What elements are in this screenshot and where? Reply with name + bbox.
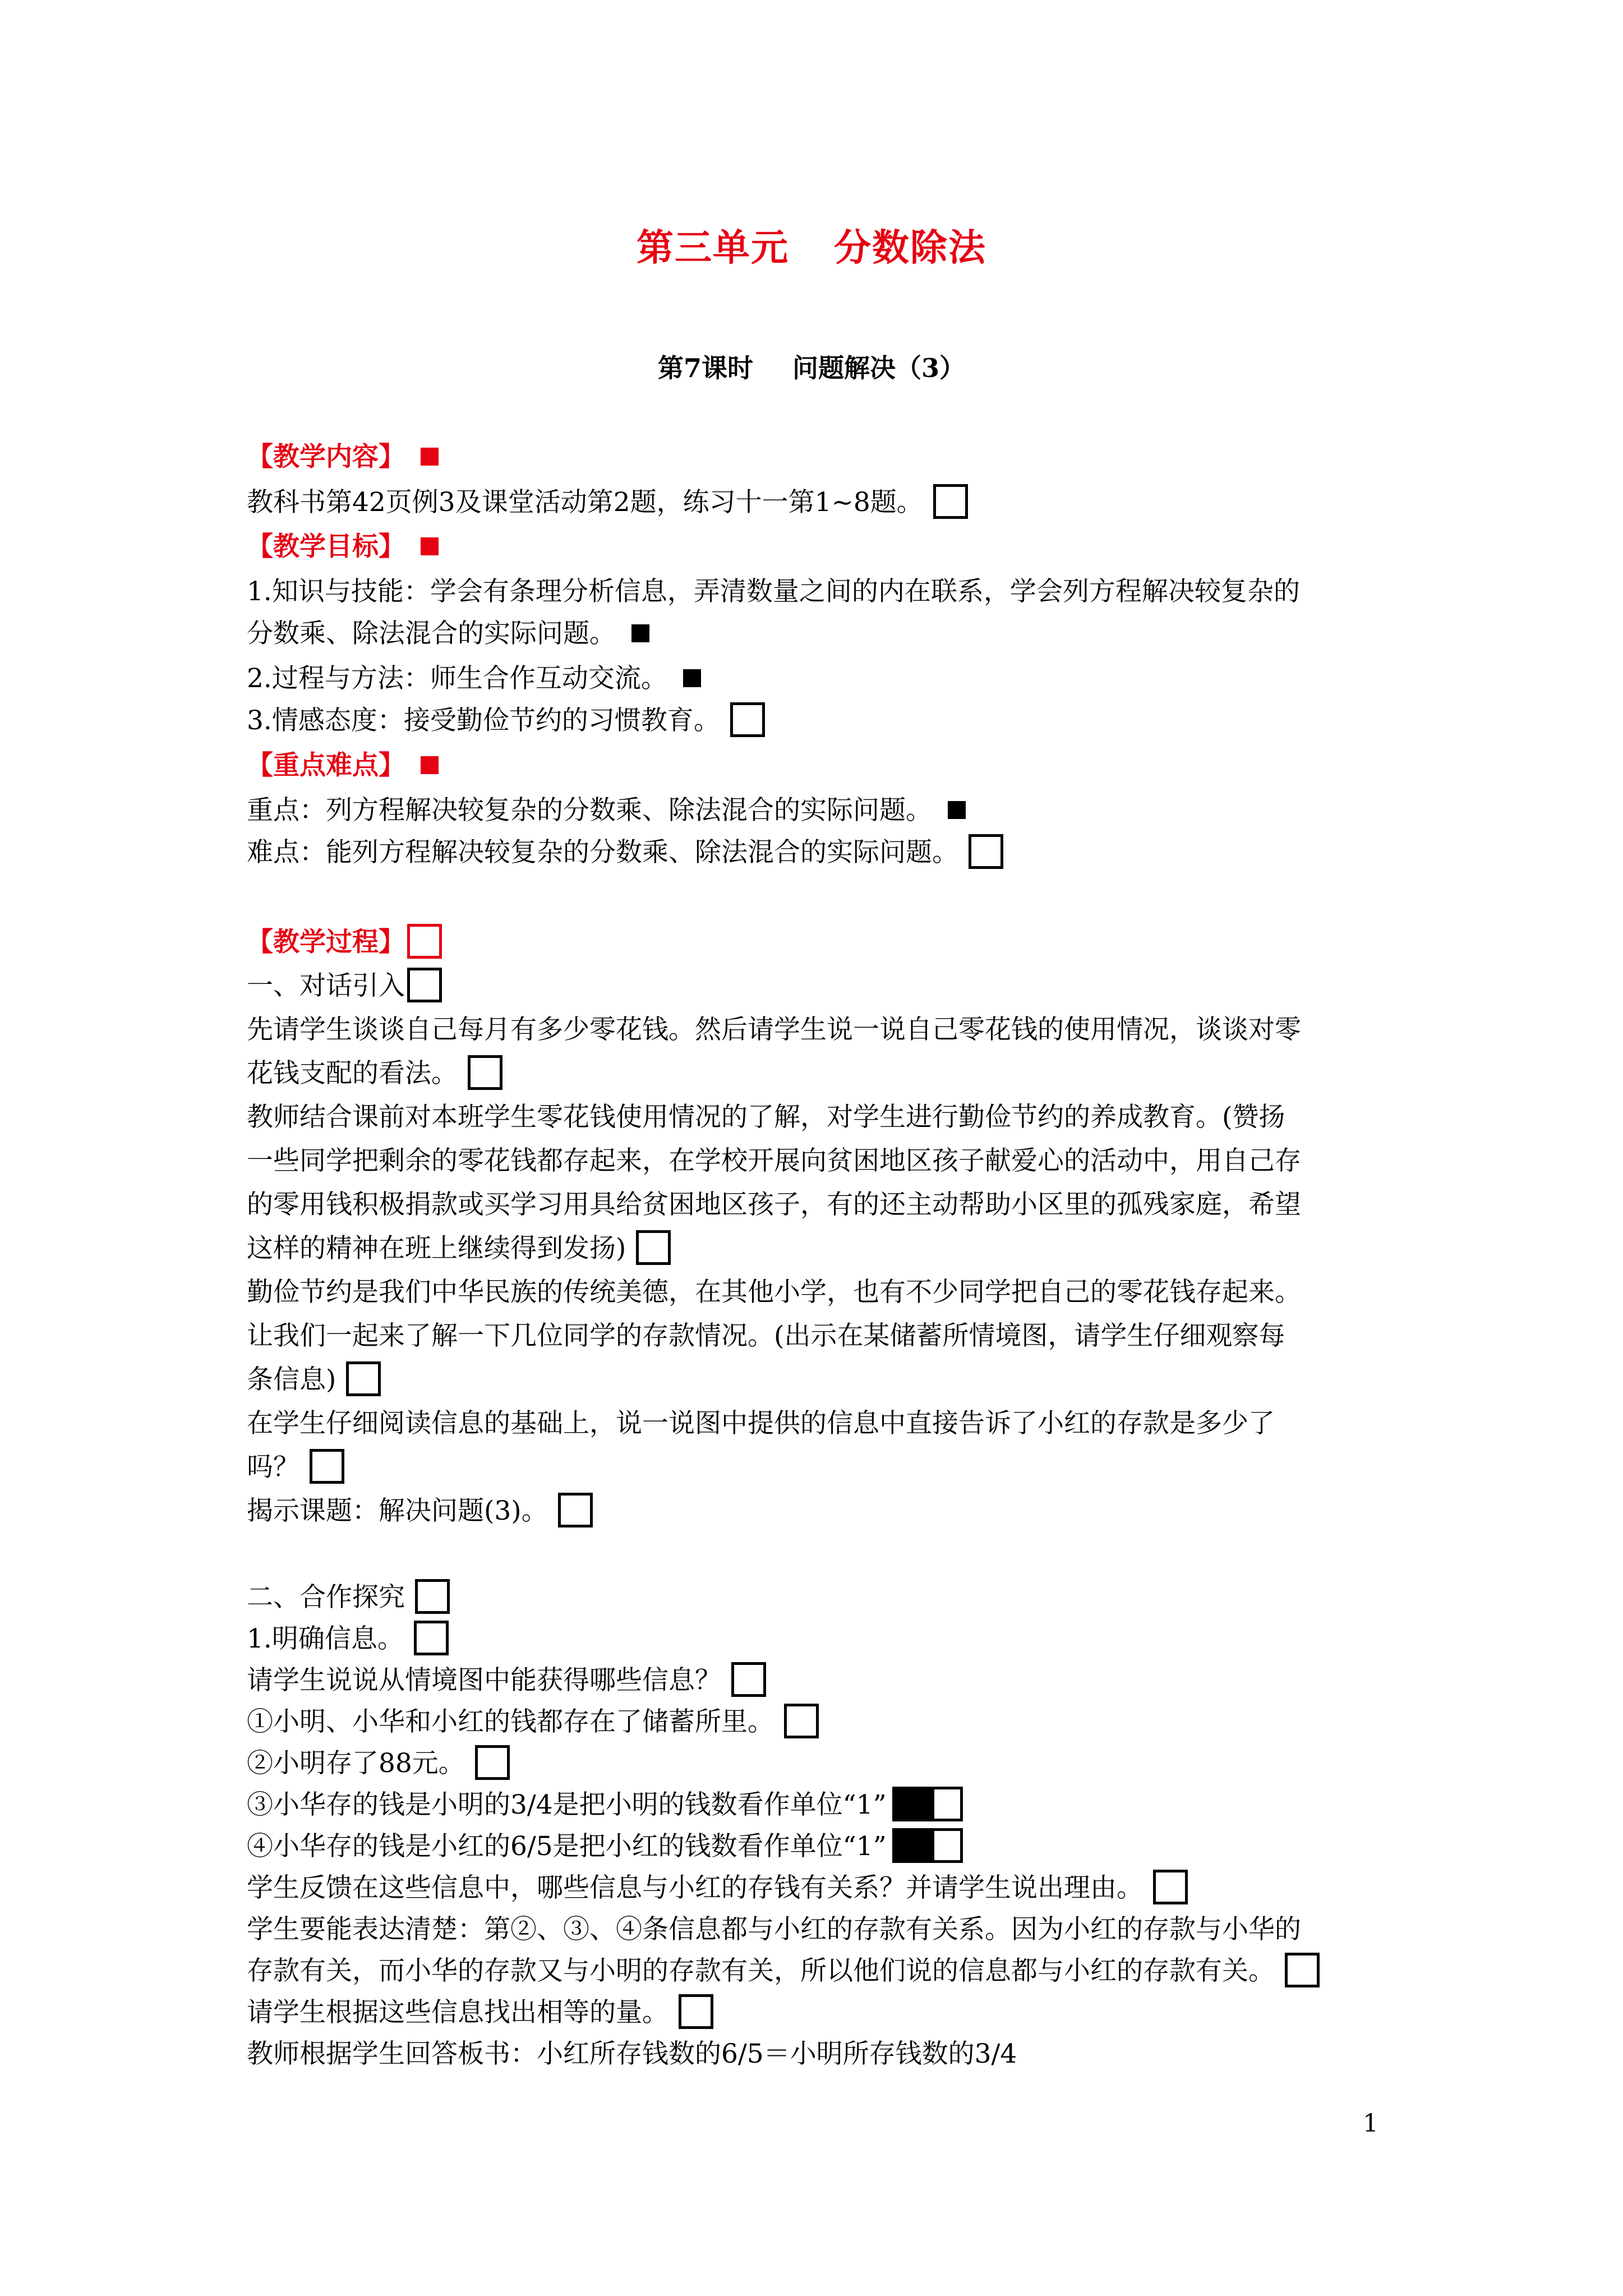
info3-text: ③小华存的钱是小明的3/4是把小明的钱数看作单位“1” <box>247 1789 887 1820</box>
q3-line <box>247 1996 713 2030</box>
lesson-label: 第7课时 <box>657 353 753 383</box>
p3-text-a: 勤俭节约是我们中华民族的传统美德，在其他小学，也有不少同学把自己的零花钱存起来。 <box>247 1277 1301 1308</box>
q1-text: 请学生说说从情境图中能获得哪些信息？ <box>247 1665 721 1696</box>
checkbox[interactable] <box>784 1704 819 1738</box>
p5-line <box>247 1494 593 1528</box>
part1-title: 一、对话引入 <box>247 970 405 1001</box>
p4-text-a: 在学生仔细阅读信息的基础上，说一说图中提供的信息中直接告诉了小红的存款是多少了 <box>247 1408 1275 1439</box>
answer-text-a: 学生要能表达清楚：第②、③、④条信息都与小红的存款有关系。因为小红的存款与小华的 <box>247 1914 1301 1945</box>
p4-line-a <box>247 1407 1275 1441</box>
red-checkbox[interactable] <box>407 924 442 959</box>
difficulty-text: 难点：能列方程解决较复杂的分数乘、除法混合的实际问题。 <box>247 837 958 868</box>
p1-text-b: 花钱支配的看法。 <box>247 1058 458 1089</box>
content-text-line <box>247 486 968 519</box>
checkbox[interactable] <box>475 1745 510 1780</box>
black-square-marker <box>683 669 701 687</box>
key-heading-line <box>247 749 439 783</box>
info1-line <box>247 1705 819 1739</box>
lesson-title <box>0 348 1623 385</box>
q2-text: 学生反馈在这些信息中，哪些信息与小红的存钱有关系？并请学生说出理由。 <box>247 1872 1143 1903</box>
goals-heading-line <box>247 530 439 564</box>
checkbox[interactable] <box>1153 1870 1188 1904</box>
content-heading-line <box>247 440 439 474</box>
p2-line-a <box>247 1101 1285 1134</box>
p2-text-a: 教师结合课前对本班学生零花钱使用情况的了解，对学生进行勤俭节约的养成教育。(赞扬 <box>247 1102 1285 1133</box>
checkbox[interactable] <box>730 702 765 737</box>
board-text: 教师根据学生回答板书：小红所存钱数的6/5＝小明所存钱数的3/4 <box>247 2039 1017 2069</box>
part2-title-line <box>247 1581 450 1614</box>
goal-3-text: 3.情感态度：接受勤俭节约的习惯教育。 <box>247 705 720 736</box>
content-text: 教科书第42页例3及课堂活动第2题，练习十一第1~8题。 <box>247 487 923 518</box>
checkbox[interactable] <box>731 1662 766 1697</box>
half-filled-box[interactable] <box>892 1828 963 1863</box>
goal-3-line <box>247 704 765 738</box>
key-point-line <box>247 794 966 827</box>
box-fill <box>895 1831 934 1860</box>
p3-line-a <box>247 1276 1301 1309</box>
process-heading-line <box>247 926 442 959</box>
info4-text: ④小华存的钱是小红的6/5是把小红的钱数看作单位“1” <box>247 1831 887 1862</box>
process-heading: 【教学过程】 <box>247 927 405 958</box>
key-heading: 【重点难点】 <box>247 750 405 781</box>
info2-line <box>247 1747 510 1780</box>
unit-label: 第三单元 <box>637 226 789 269</box>
p3-line-c <box>247 1363 381 1397</box>
red-square-marker <box>421 756 439 774</box>
checkbox[interactable] <box>407 968 442 1002</box>
red-square-marker <box>421 537 439 555</box>
half-filled-box[interactable] <box>892 1787 963 1821</box>
p2-text-d: 这样的精神在班上继续得到发扬) <box>247 1233 626 1264</box>
info1-text: ①小明、小华和小红的钱都存在了储蓄所里。 <box>247 1706 774 1737</box>
red-square-marker <box>421 448 439 466</box>
p2-text-c: 的零用钱积极捐款或买学习用具给贫困地区孩子，有的还主动帮助小区里的孤残家庭，希望 <box>247 1189 1301 1220</box>
checkbox[interactable] <box>468 1055 502 1090</box>
black-square-marker <box>948 801 966 819</box>
checkbox[interactable] <box>1285 1953 1320 1987</box>
checkbox[interactable] <box>310 1449 344 1484</box>
goal-1-line-b <box>247 617 649 651</box>
p5-text: 揭示课题：解决问题(3)。 <box>247 1496 548 1526</box>
key-point-text: 重点：列方程解决较复杂的分数乘、除法混合的实际问题。 <box>247 795 932 826</box>
checkbox[interactable] <box>346 1361 381 1396</box>
goal-1-text-b: 分数乘、除法混合的实际问题。 <box>247 618 616 649</box>
checkbox[interactable] <box>679 1994 713 2029</box>
p2-text-b: 一些同学把剩余的零花钱都存起来，在学校开展向贫困地区孩子献爱心的活动中，用自己存 <box>247 1145 1301 1176</box>
p1-text-a: 先请学生谈谈自己每月有多少零花钱。然后请学生说一说自己零花钱的使用情况，谈谈对零 <box>247 1014 1301 1045</box>
q3-text: 请学生根据这些信息找出相等的量。 <box>247 1997 668 2028</box>
p4-text-b: 吗？ <box>247 1452 299 1483</box>
p2-line-b <box>247 1144 1301 1178</box>
part1-title-line <box>247 969 442 1003</box>
q1-line <box>247 1664 766 1697</box>
step1-text: 1.明确信息。 <box>247 1623 404 1654</box>
q2-line <box>247 1871 1188 1905</box>
checkbox[interactable] <box>969 834 1003 869</box>
lesson-topic: 问题解决（3） <box>792 353 966 383</box>
info2-text: ②小明存了88元。 <box>247 1748 465 1779</box>
step1-line <box>247 1622 449 1656</box>
checkbox[interactable] <box>636 1230 671 1265</box>
content-heading: 【教学内容】 <box>247 441 405 472</box>
p3-text-b: 让我们一起来了解一下几位同学的存款情况。(出示在某储蓄所情境图，请学生仔细观察每 <box>247 1320 1285 1351</box>
board-line <box>247 2037 1017 2071</box>
p3-text-c: 条信息) <box>247 1364 336 1395</box>
goal-2-line <box>247 662 701 696</box>
box-fill <box>895 1789 934 1819</box>
p3-line-b <box>247 1319 1285 1353</box>
page-number: 1 <box>1363 2109 1378 2138</box>
p1-line-b <box>247 1057 502 1091</box>
answer-line-b <box>247 1954 1320 1988</box>
unit-title <box>0 218 1623 271</box>
checkbox[interactable] <box>415 1579 450 1614</box>
p4-line-b <box>247 1451 344 1484</box>
checkbox[interactable] <box>933 484 968 519</box>
difficulty-line <box>247 836 1003 869</box>
p2-line-d <box>247 1232 671 1266</box>
goal-1-line-a <box>247 575 1300 609</box>
goal-1-text-a: 1.知识与技能：学会有条理分析信息，弄清数量之间的内在联系，学会列方程解决较复杂的 <box>247 576 1300 607</box>
info4-line <box>247 1830 963 1864</box>
checkbox[interactable] <box>414 1621 449 1655</box>
answer-text-b: 存款有关，而小华的存款又与小明的存款有关，所以他们说的信息都与小红的存款有关。 <box>247 1955 1275 1986</box>
p2-line-c <box>247 1188 1301 1222</box>
part2-title: 二、合作探究 <box>247 1582 405 1613</box>
goals-heading: 【教学目标】 <box>247 531 405 562</box>
unit-topic: 分数除法 <box>834 226 986 269</box>
goal-2-text: 2.过程与方法：师生合作互动交流。 <box>247 663 667 694</box>
answer-line-a <box>247 1913 1301 1947</box>
p1-line-a <box>247 1013 1301 1047</box>
black-square-marker <box>631 624 649 642</box>
checkbox[interactable] <box>558 1493 593 1527</box>
info3-line <box>247 1788 963 1822</box>
